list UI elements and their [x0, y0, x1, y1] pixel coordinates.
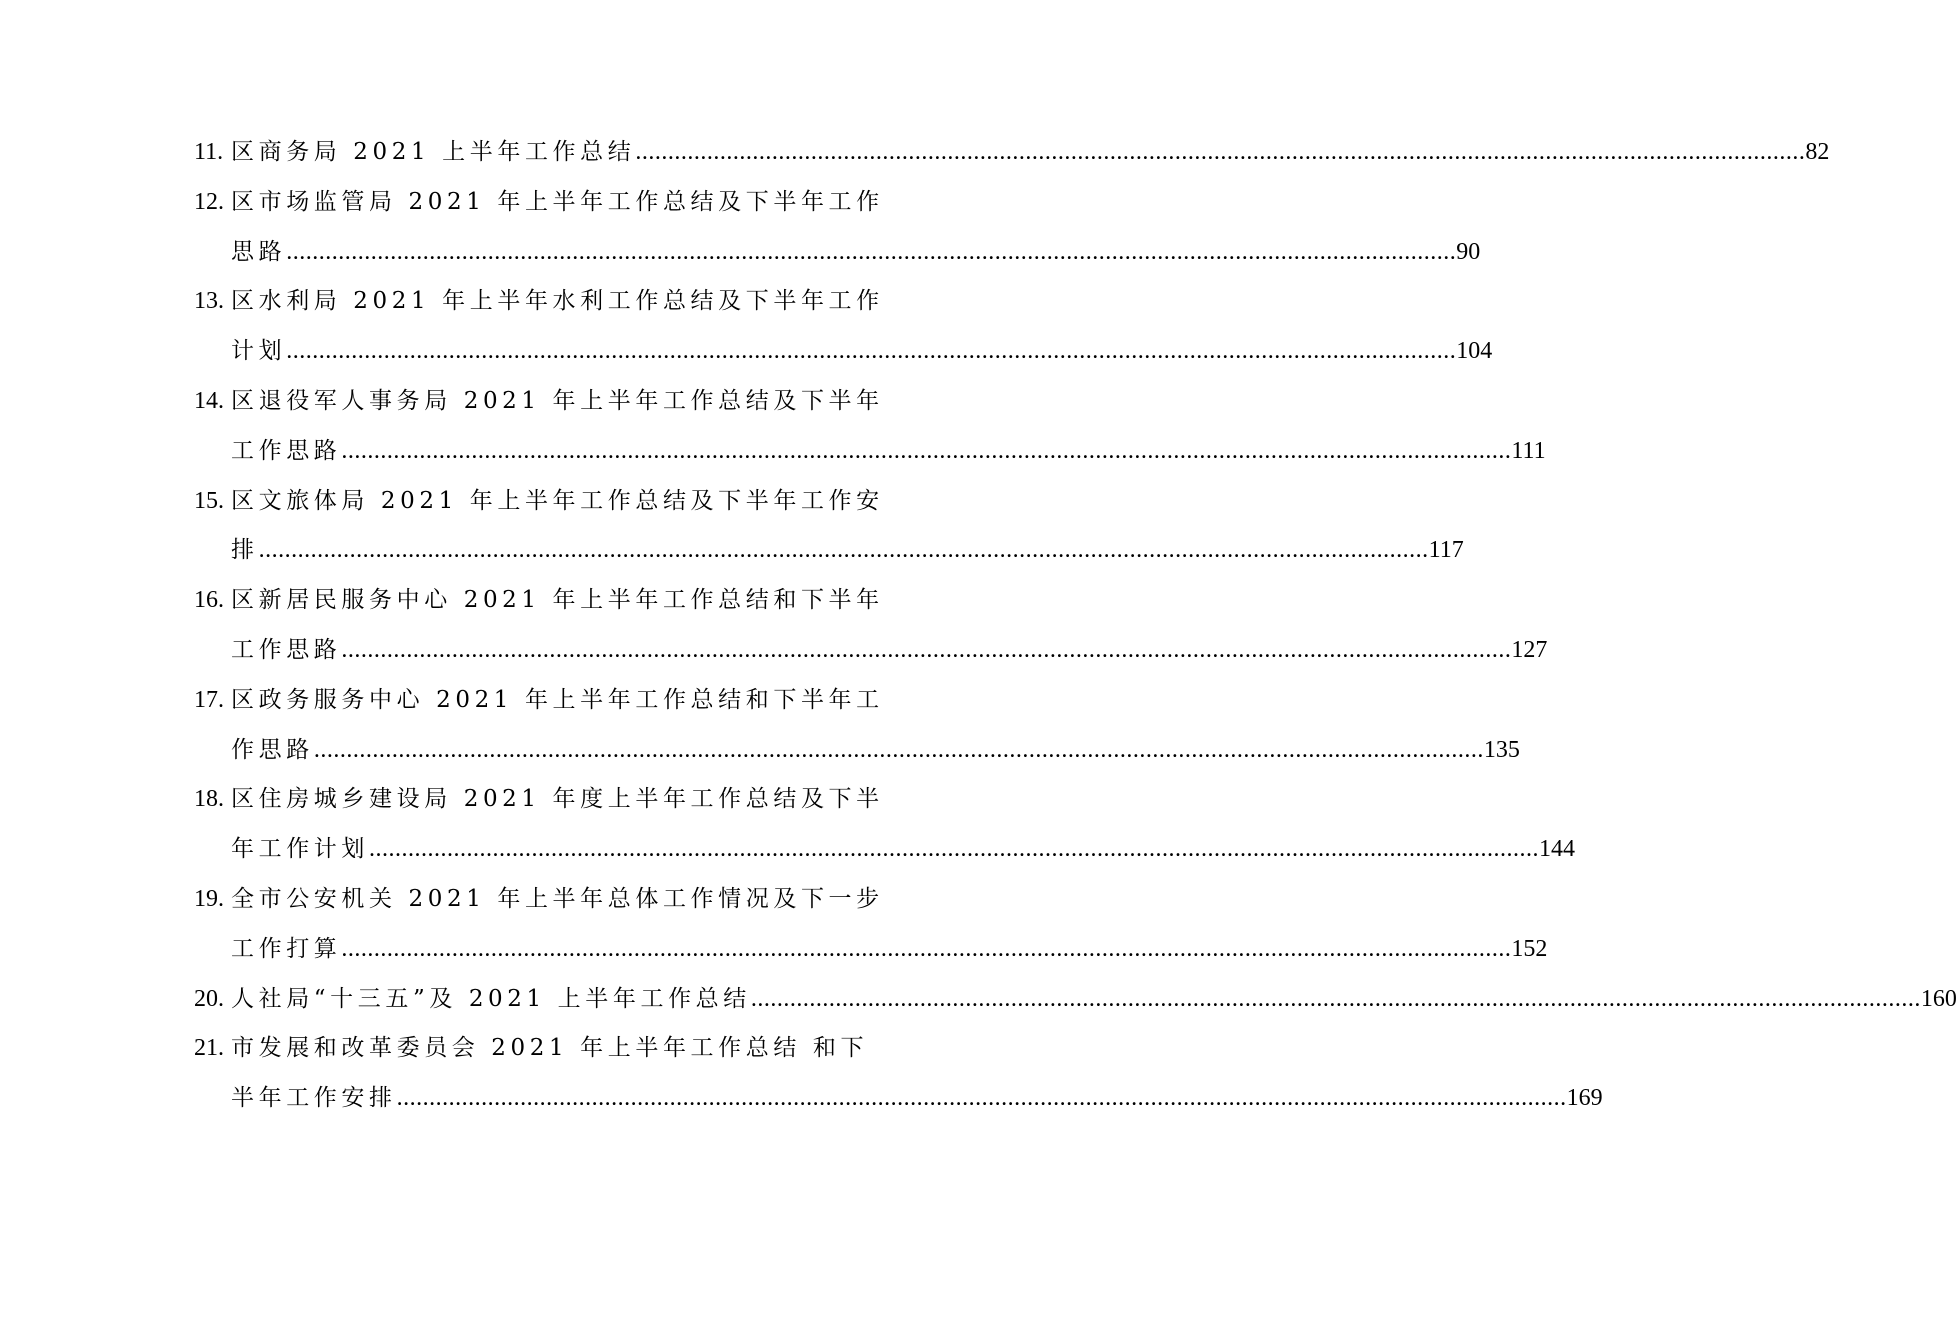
toc-entry[interactable] [194, 377, 884, 427]
dot-leader [286, 327, 1456, 377]
dot-leader [341, 925, 1511, 975]
entry-title: 区住房城乡建设局 2021 年度上半年工作总结及下半 [231, 786, 884, 813]
entry-page-number: 160 [1920, 985, 1957, 1012]
entry-number: 18. [194, 786, 224, 813]
dot-leader [259, 526, 1429, 576]
entry-title: 区市场监管局 2021 年上半年工作总结及下半年工作 [231, 188, 884, 215]
entry-page-number: 144 [1539, 836, 1575, 863]
toc-entry-continuation[interactable] [194, 327, 1493, 377]
dot-leader [635, 128, 1805, 178]
dot-leader [314, 726, 1484, 776]
entry-title-continued: 工作思路 [231, 636, 342, 663]
entry-page-number: 135 [1483, 736, 1520, 763]
entry-title: 人社局“十三五”及 2021 上半年工作总结 [231, 985, 751, 1012]
entry-number: 20. [194, 985, 224, 1012]
toc-entry-continuation[interactable] [194, 925, 1548, 975]
entry-page-number: 111 [1511, 437, 1546, 464]
dot-leader [751, 975, 1921, 1025]
entry-page-number: 117 [1428, 537, 1464, 564]
entry-page-number: 104 [1456, 338, 1493, 365]
entry-title: 市发展和改革委员会 2021 年上半年工作总结 和下 [231, 1035, 869, 1062]
entry-title-continued: 年工作计划 [231, 836, 369, 863]
entry-number: 14. [194, 387, 224, 414]
table-of-contents [194, 128, 1957, 1124]
entry-number: 11. [194, 139, 224, 165]
toc-entry[interactable] [194, 277, 884, 327]
toc-entry-continuation[interactable] [194, 228, 1481, 278]
toc-entry[interactable] [194, 477, 884, 527]
dot-leader [286, 228, 1456, 278]
entry-title-continued: 工作思路 [231, 437, 342, 464]
entry-title-continued: 计划 [231, 338, 287, 365]
entry-title: 区政务服务中心 2021 年上半年工作总结和下半年工 [231, 686, 884, 713]
entry-title: 区商务局 2021 上半年工作总结 [231, 139, 636, 165]
toc-entry-continuation[interactable] [194, 825, 1575, 875]
entry-title-continued: 作思路 [231, 736, 314, 763]
entry-number: 17. [194, 686, 224, 713]
entry-title: 区退役军人事务局 2021 年上半年工作总结及下半年 [231, 387, 884, 414]
toc-entry-continuation[interactable] [194, 726, 1520, 776]
dot-leader [397, 1074, 1567, 1124]
entry-number: 12. [194, 188, 224, 215]
entry-number: 21. [194, 1035, 224, 1062]
entry-title-continued: 半年工作安排 [231, 1085, 397, 1112]
entry-title: 区新居民服务中心 2021 年上半年工作总结和下半年 [231, 587, 884, 614]
toc-entry[interactable] [194, 775, 884, 825]
entry-title-continued: 工作打算 [231, 935, 342, 962]
toc-entry[interactable] [194, 178, 884, 228]
entry-page-number: 152 [1511, 935, 1548, 962]
entry-page-number: 169 [1566, 1085, 1603, 1112]
toc-entry-continuation[interactable] [194, 427, 1546, 477]
entry-number: 19. [194, 885, 224, 912]
entry-page-number: 90 [1456, 238, 1481, 265]
toc-entry[interactable] [194, 128, 1830, 178]
toc-entry[interactable] [194, 1024, 869, 1074]
toc-entry[interactable] [194, 676, 884, 726]
entry-title: 区文旅体局 2021 年上半年工作总结及下半年工作安 [231, 487, 884, 514]
toc-entry[interactable] [194, 875, 884, 925]
entry-number: 15. [194, 487, 224, 514]
entry-title: 区水利局 2021 年上半年水利工作总结及下半年工作 [231, 288, 884, 315]
toc-entry-continuation[interactable] [194, 1074, 1603, 1124]
dot-leader [341, 427, 1511, 477]
toc-entry-continuation[interactable] [194, 626, 1548, 676]
toc-entry[interactable] [194, 975, 1957, 1025]
entry-title: 全市公安机关 2021 年上半年总体工作情况及下一步 [231, 885, 884, 912]
entry-number: 16. [194, 587, 224, 614]
dot-leader [369, 825, 1539, 875]
entry-title-continued: 排 [231, 537, 259, 564]
entry-number: 13. [194, 288, 224, 315]
entry-page-number: 127 [1511, 636, 1548, 663]
entry-page-number: 82 [1805, 139, 1830, 165]
toc-entry[interactable] [194, 576, 884, 626]
entry-title-continued: 思路 [231, 238, 287, 265]
dot-leader [341, 626, 1511, 676]
toc-entry-continuation[interactable] [194, 526, 1464, 576]
